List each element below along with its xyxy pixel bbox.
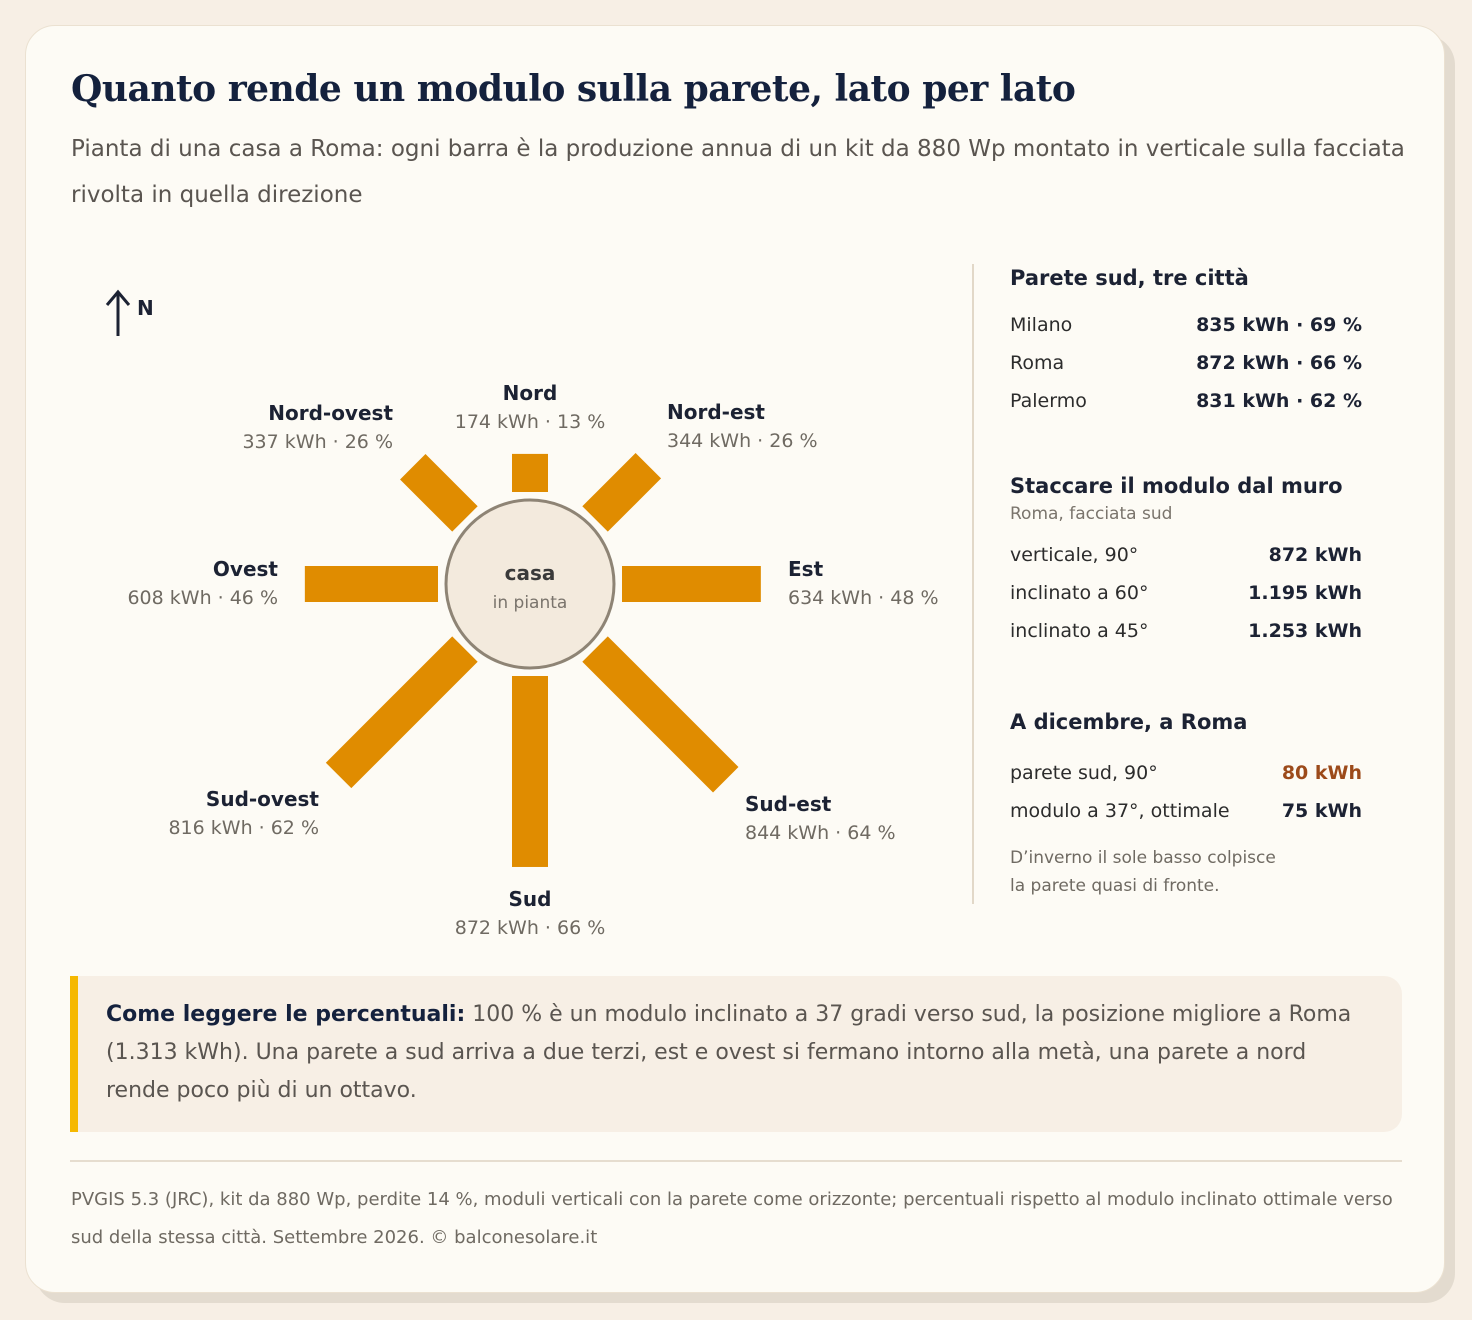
tilt-label: inclinato a 60° [1010,582,1149,604]
city-name: Palermo [1010,390,1087,412]
city-row-milano [1010,306,1362,344]
panel-divider [972,264,974,904]
bar-nord [512,454,548,492]
tilt-note: Roma, facciata sud [1010,504,1173,524]
center-title: casa [504,561,556,585]
tilt-value: 1.253 kWh [1248,620,1362,642]
tilt-value: 1.195 kWh [1248,582,1362,604]
december-value: 75 kWh [1281,800,1362,822]
value-label-ovest: 608 kWh · 46 % [127,587,278,609]
footer-rule [70,1160,1402,1162]
city-value: 872 kWh · 66 % [1196,352,1362,374]
tilt-panel [1010,474,1362,650]
tilt-row [1010,612,1362,650]
bar-sud-est [582,636,738,792]
callout-lead: Come leggere le percentuali: [106,1002,466,1027]
december-label: modulo a 37°, ottimale [1010,800,1230,822]
bar-est [622,566,761,602]
value-label-nord: 174 kWh · 13 % [454,411,606,433]
december-footnote-line: la parete quasi di fronte. [1010,876,1220,896]
north-label: N [137,296,154,320]
bar-sud-ovest [326,636,478,788]
city-name: Milano [1010,314,1073,336]
page-subtitle: Pianta di una casa a Roma: ogni barra è la produzione annua di un kit da 880 Wp montato in verticale sulla facciata rivolta in quella direzione [71,136,1405,208]
december-footnote [1010,844,1362,900]
city-name: Roma [1010,352,1065,374]
center-subtitle: in pianta [492,593,568,613]
direction-label-est: Est [788,557,824,581]
value-label-sud-ovest: 816 kWh · 62 % [168,817,319,839]
december-row [1010,792,1362,830]
december-value: 80 kWh [1281,762,1362,784]
direction-label-nord-est: Nord-est [667,400,765,424]
value-label-nord-ovest: 337 kWh · 26 % [242,431,393,453]
value-label-est: 634 kWh · 48 % [788,587,939,609]
december-label: parete sud, 90° [1010,762,1158,784]
direction-label-ovest: Ovest [212,557,278,581]
december-footnote-line: D’inverno il sole basso colpisce [1010,848,1276,868]
tilt-title: Staccare il modulo dal muro [1010,474,1343,498]
tilt-row [1010,536,1362,574]
value-label-sud-est: 844 kWh · 64 % [745,822,896,844]
compass [107,292,154,336]
direction-label-sud-ovest: Sud-ovest [205,787,319,811]
december-panel [1010,710,1362,900]
bar-ovest [305,566,438,602]
city-row-roma [1010,344,1362,382]
bar-sud [512,676,548,867]
city-value: 831 kWh · 62 % [1196,390,1362,412]
tilt-label: verticale, 90° [1010,544,1139,566]
tilt-label: inclinato a 45° [1010,620,1149,642]
direction-label-sud: Sud [508,887,552,911]
cities-title: Parete sud, tre città [1010,266,1249,290]
bar-nord-ovest [400,454,478,532]
radial-bar-chart [0,0,960,960]
house-center [446,500,614,668]
cities-panel [1010,266,1362,420]
direction-label-nord-ovest: Nord-ovest [268,401,393,425]
december-row [1010,754,1362,792]
source-note: PVGIS 5.3 (JRC), kit da 880 Wp, perdite 14 %, moduli verticali con la parete come orizzonte; percentuali rispetto al modulo inclinato ottimale verso sud della stessa città. Settembre 2026. © balconesolare.it [71,1189,1393,1248]
bar-nord-est [582,453,661,532]
value-label-sud: 872 kWh · 66 % [454,917,606,939]
direction-label-sud-est: Sud-est [745,792,832,816]
city-value: 835 kWh · 69 % [1196,314,1362,336]
tilt-value: 872 kWh [1268,544,1362,566]
value-label-nord-est: 344 kWh · 26 % [667,430,818,452]
city-row-palermo [1010,382,1362,420]
callout-text: 100 % è un modulo inclinato a 37 gradi verso sud, la posizione migliore a Roma (1.313 kWh). Una parete a sud arriva a due terzi, est e ovest si fermano intorno alla metà, una parete a nord rende poco più di un ottavo. [106,1002,1352,1103]
december-title: A dicembre, a Roma [1010,710,1248,734]
direction-label-nord: Nord [502,381,558,405]
reading-callout [70,976,1402,1132]
tilt-row [1010,574,1362,612]
page-title: Quanto rende un modulo sulla parete, lato per lato [71,68,1076,110]
